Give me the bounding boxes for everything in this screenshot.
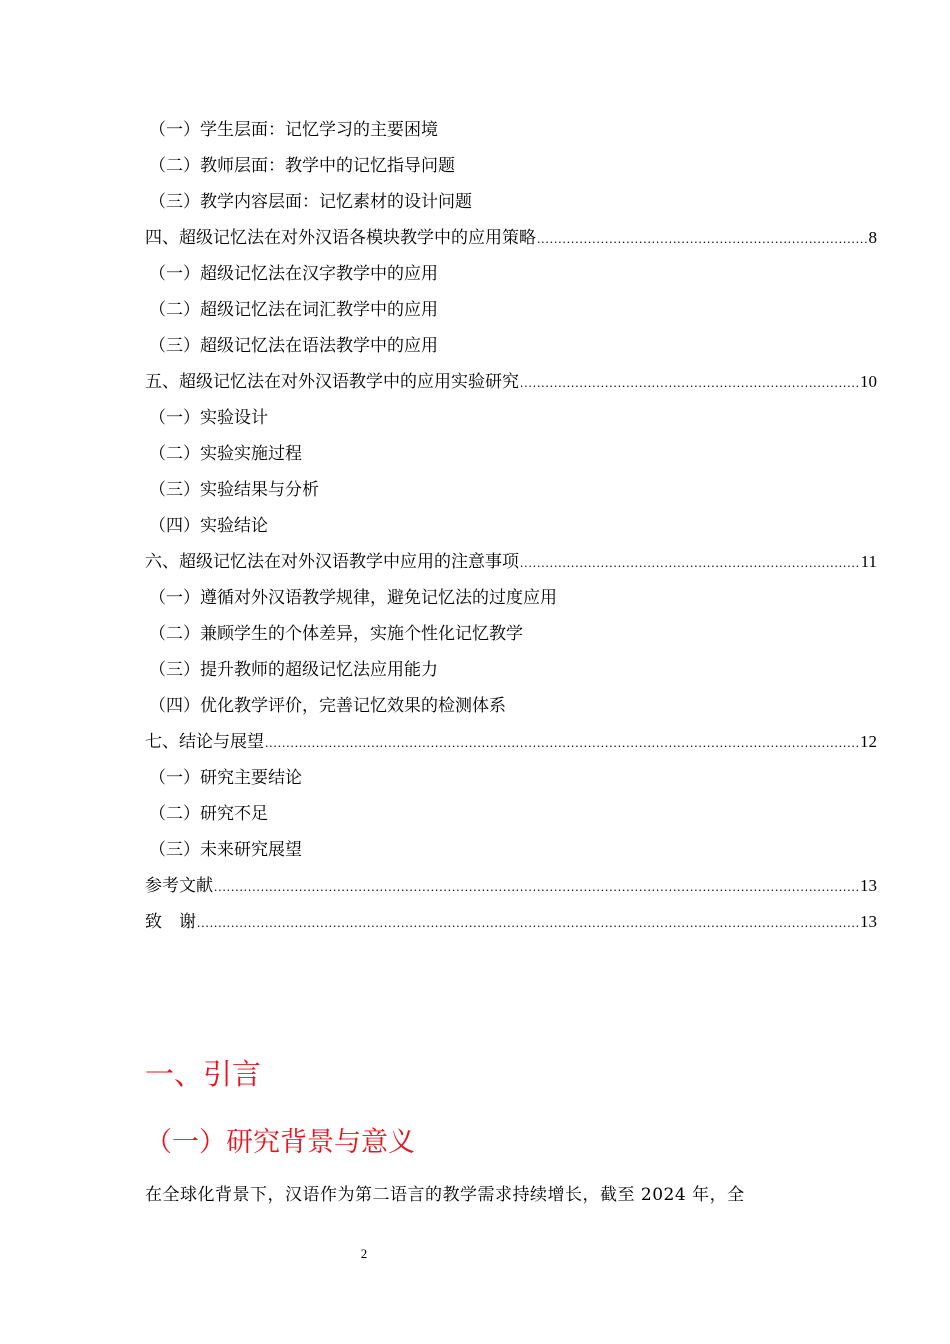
toc-entry[interactable] bbox=[145, 292, 877, 328]
toc-entry[interactable] bbox=[145, 148, 877, 184]
toc-leader-dots bbox=[520, 545, 860, 581]
toc-entry-title: 五、超级记忆法在对外汉语教学中的应用实验研究 bbox=[145, 372, 519, 392]
toc-entry[interactable] bbox=[145, 688, 877, 724]
toc-entry-title: （二）兼顾学生的个体差异，实施个性化记忆教学 bbox=[149, 624, 523, 644]
toc-entry[interactable] bbox=[145, 544, 877, 580]
toc-entry[interactable] bbox=[145, 364, 877, 400]
page-number: 2 bbox=[360, 1246, 368, 1261]
toc-entry-title: （三）教学内容层面：记忆素材的设计问题 bbox=[149, 192, 472, 212]
table-of-contents bbox=[145, 112, 877, 940]
toc-entry-title: （一）研究主要结论 bbox=[149, 768, 302, 788]
toc-entry-page: 12 bbox=[860, 732, 877, 751]
toc-entry[interactable] bbox=[145, 184, 877, 220]
toc-entry-title: （一）学生层面：记忆学习的主要困境 bbox=[149, 120, 438, 140]
toc-entry-title: 七、结论与展望 bbox=[145, 732, 264, 752]
toc-entry[interactable] bbox=[145, 724, 877, 760]
toc-entry[interactable] bbox=[145, 400, 877, 436]
toc-entry[interactable] bbox=[145, 616, 877, 652]
toc-entry-title: （三）超级记忆法在语法教学中的应用 bbox=[149, 336, 438, 356]
toc-entry[interactable] bbox=[145, 868, 877, 904]
toc-entry-page: 8 bbox=[868, 228, 877, 247]
toc-entry-title: （一）遵循对外汉语教学规律，避免记忆法的过度应用 bbox=[149, 588, 557, 608]
toc-entry-title: （四）优化教学评价，完善记忆效果的检测体系 bbox=[149, 696, 506, 716]
toc-entry-title: （二）超级记忆法在词汇教学中的应用 bbox=[149, 300, 438, 320]
toc-entry[interactable] bbox=[145, 652, 877, 688]
toc-entry-title: （四）实验结论 bbox=[149, 516, 268, 536]
toc-leader-dots bbox=[265, 725, 859, 761]
toc-leader-dots bbox=[520, 365, 859, 401]
toc-entry[interactable] bbox=[145, 256, 877, 292]
section-heading: 一、引言 bbox=[145, 1057, 262, 1091]
toc-entry[interactable] bbox=[145, 796, 877, 832]
toc-entry-title: （二）教师层面：教学中的记忆指导问题 bbox=[149, 156, 455, 176]
toc-entry[interactable] bbox=[145, 580, 877, 616]
toc-entry[interactable] bbox=[145, 436, 877, 472]
toc-entry[interactable] bbox=[145, 508, 877, 544]
toc-entry-title: （一）实验设计 bbox=[149, 408, 268, 428]
toc-leader-dots bbox=[197, 905, 859, 941]
toc-entry-title: 致 谢 bbox=[145, 912, 196, 932]
toc-entry-page: 13 bbox=[860, 876, 877, 895]
toc-entry-page: 13 bbox=[860, 912, 877, 931]
toc-entry[interactable] bbox=[145, 472, 877, 508]
toc-entry-title: （一）超级记忆法在汉字教学中的应用 bbox=[149, 264, 438, 284]
toc-entry[interactable] bbox=[145, 760, 877, 796]
toc-entry-title: （三）未来研究展望 bbox=[149, 840, 302, 860]
toc-entry-title: 四、超级记忆法在对外汉语各模块教学中的应用策略 bbox=[145, 228, 536, 248]
toc-entry-page: 11 bbox=[860, 552, 877, 571]
toc-entry-title: （二）实验实施过程 bbox=[149, 444, 302, 464]
toc-entry[interactable] bbox=[145, 832, 877, 868]
toc-entry-title: （三）实验结果与分析 bbox=[149, 480, 319, 500]
toc-entry-title: 六、超级记忆法在对外汉语教学中应用的注意事项 bbox=[145, 552, 519, 572]
toc-entry-title: （二）研究不足 bbox=[149, 804, 268, 824]
toc-entry-title: （三）提升教师的超级记忆法应用能力 bbox=[149, 660, 438, 680]
toc-entry[interactable] bbox=[145, 328, 877, 364]
toc-entry[interactable] bbox=[145, 112, 877, 148]
toc-leader-dots bbox=[537, 221, 868, 257]
toc-entry-page: 10 bbox=[860, 372, 877, 391]
toc-leader-dots bbox=[214, 869, 859, 905]
subsection-heading: （一）研究背景与意义 bbox=[145, 1127, 415, 1158]
toc-entry-title: 参考文献 bbox=[145, 876, 213, 896]
body-paragraph: 在全球化背景下，汉语作为第二语言的教学需求持续增长，截至 2024 年，全 bbox=[145, 1185, 745, 1205]
toc-entry[interactable] bbox=[145, 220, 877, 256]
toc-entry[interactable] bbox=[145, 904, 877, 940]
